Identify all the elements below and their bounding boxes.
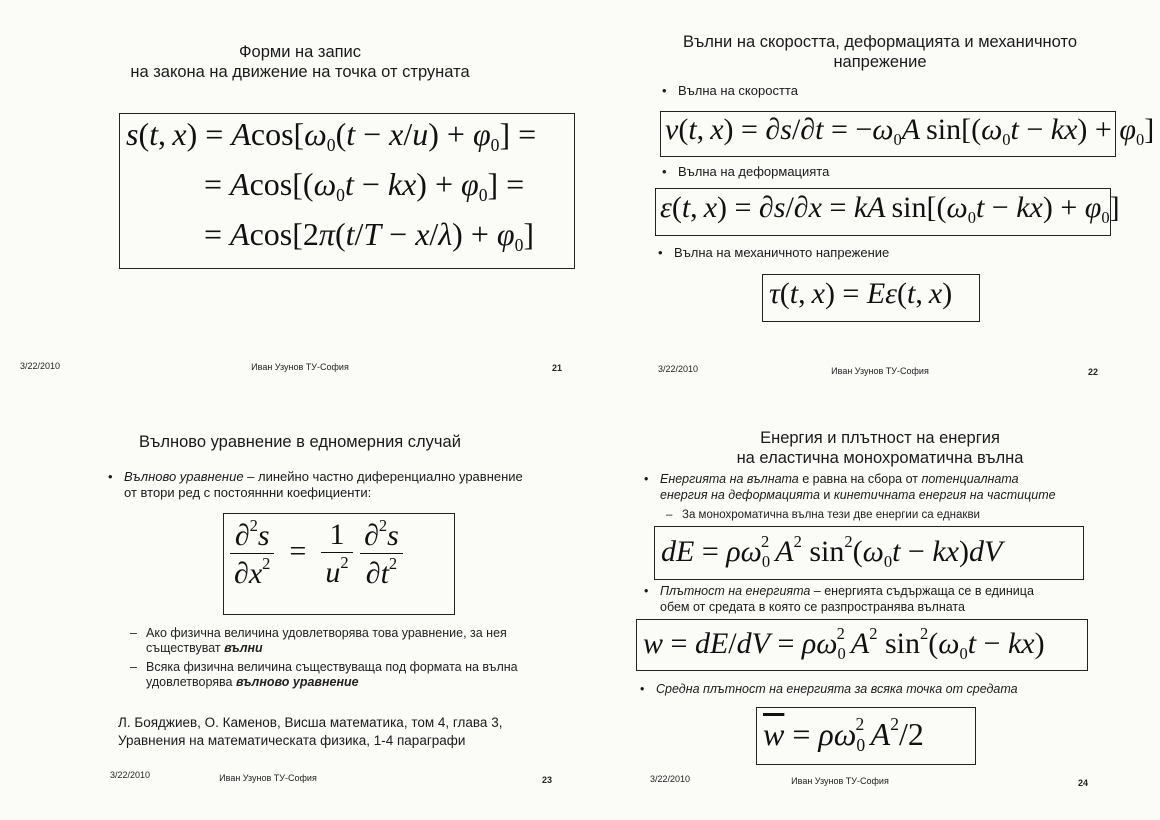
slide-24 [600,420,1160,820]
footer-author: Иван Узунов ТУ-София [831,366,929,376]
footer-author: Иван Узунов ТУ-София [251,362,349,372]
slide-22 [600,20,1160,420]
footer-date: 3/22/2010 [20,361,61,371]
slide-title: Вълни на скоростта, деформацията и механичното напрежение [682,33,1078,71]
reference: Л. Бояджиев, О. Каменов, Висша математика, том 4, глава 3, Уравнения на математическата физика, 1-4 параграфи [118,715,503,748]
slide-23 [20,420,580,820]
footer-author: Иван Узунов ТУ-София [791,776,889,786]
energy-density-formula-box: $w = dE/dV = \rho\omega_0^2$ $A^2$ $\sin^2(\omega_0t - kx)$ [636,619,1088,671]
slide-title: Енергия и плътност на енергия на еластична монохроматична вълна [736,429,1024,467]
motion-law-formula-box [119,113,575,269]
bullet-stress-wave: • Вълна на механичното напрежение [658,245,890,260]
slide-title: Форми на запис на закона на движение на точка от струната [130,43,470,81]
bullet-wave-energy: • Енергията на вълната е равна на сбора от потенциалната енергия на деформацията и кинетичната енергия на частиците [644,472,1056,502]
velocity-formula-box: v(t, $x) = \partial s/\partial t = -\omega_0A$ $\sin[(\omega_0t - kx) + \varphi_0]$ [660,111,1116,157]
bullet-wave-equation: • Вълново уравнение – линейно частно диференциално уравнение от втори ред с постояннни коефициенти: [108,469,523,500]
formula-line-1: s(t, $x) = Acos[\omega_0(t - x/u) + \varphi_0]$ = [126,116,537,156]
footer-date: 3/22/2010 [650,774,691,784]
bullet-deformation-wave: • Вълна на деформацията [662,164,830,179]
slide-21 [20,20,580,420]
bullet-velocity-wave: • Вълна на скоростта [662,83,798,98]
footer-date: 3/22/2010 [110,770,151,780]
page-number: 23 [542,775,553,785]
formula-line-2: = $Acos[(\omega_0t - kx) + \varphi_0]$ = [204,166,525,206]
dash-item-satisfies-equation: – Всяка физична величина съществуваща под формата на вълна удовлетворява вълново уравнение [130,660,518,689]
page-number: 21 [552,363,563,373]
stress-formula-box: τ(t, x) = Eε(t, x) [762,274,980,322]
slide-title: Вълново уравнение в едномерния случай [139,433,461,451]
dash-item-equal-energies: – За монохроматична вълна тези две енергии са еднакви [666,509,980,521]
dash-item-waves-exist: – Ако физична величина удовлетворява това уравнение, за нея съществуват вълни [130,626,507,655]
deformation-formula-box: ε(t, x) = ∂s/∂x = kA $\sin[(\omega_0t - kx) + \varphi_0]$ [655,188,1111,236]
mean-energy-density-formula-box: $\overline{w} = \rho\omega_0^2$ $A^2/2$ [756,707,976,765]
bullet-mean-energy-density: • Средна плътност на енергията за всяка точка от средата [640,682,1018,696]
footer-author: Иван Узунов ТУ-София [219,773,317,783]
footer-date: 3/22/2010 [658,364,699,374]
energy-formula-box: dE = $\rho\omega_0^2$ $A^2$ $\sin^2(\omega_0t - kx)dV$ [654,526,1084,580]
page-number: 24 [1078,778,1089,788]
wave-equation-box: $\frac{\partial^2s}{\partial x^2}$ = $\frac{1}{u^2}$ $\frac{\partial^2s}{\partial t^2}$ [223,513,455,615]
formula-line-3: = $Acos[2\pi(t/T - x/\lambda) + \varphi_0]$ [204,216,535,256]
bullet-energy-density: • Плътност на енергията – енергията съдържаща се в единица обем от средата в която се разпространява вълната [644,584,1034,614]
page-number: 22 [1088,367,1099,377]
